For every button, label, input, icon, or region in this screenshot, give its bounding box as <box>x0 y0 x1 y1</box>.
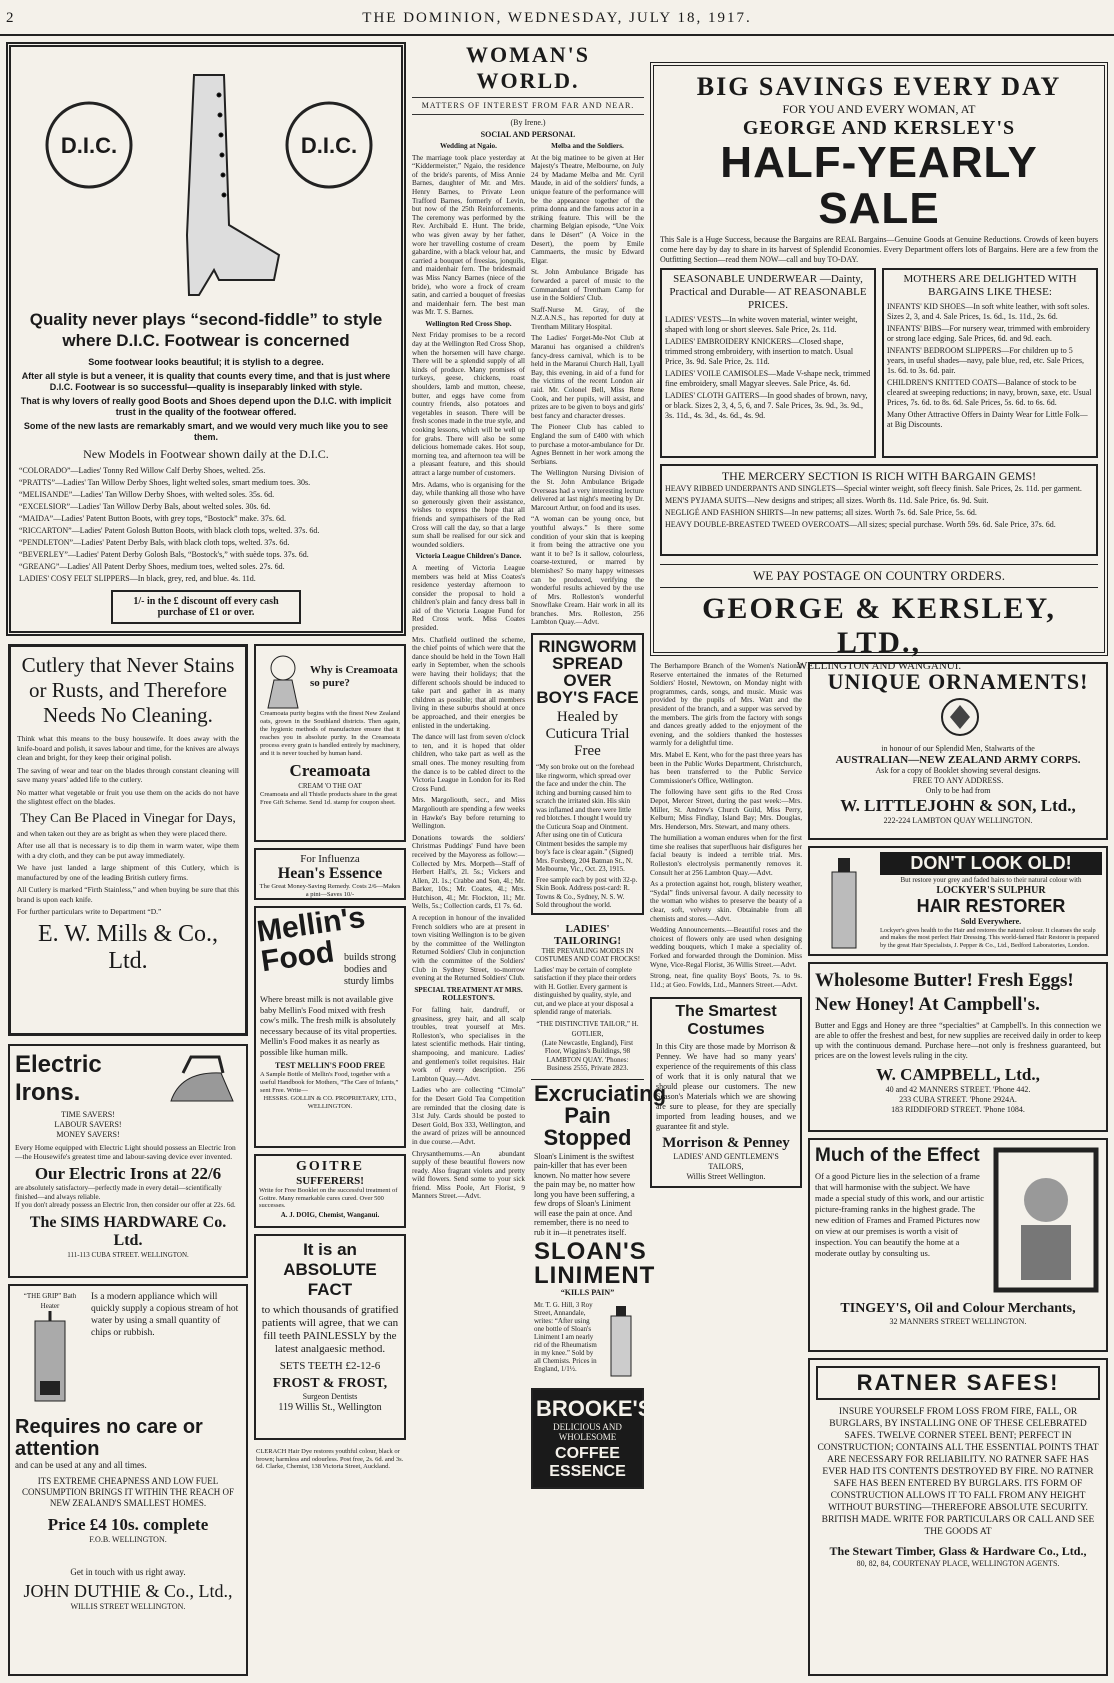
brookes-tagline: DELICIOUS AND WHOLESOME <box>553 1422 622 1443</box>
ww-col1-paragraph: Mrs. Adams, who is organising for the day, while thanking all those who have so generously given their assistance, wishes to express the hope that all friends and sympathisers of the Red Cross will call the day, so that a large sum shall be realised for our sick and wounded soldiers. <box>412 480 525 549</box>
column-misc-text <box>650 662 802 1676</box>
lockyer-advert <box>808 846 1108 956</box>
lockyer-product: HAIR RESTORER <box>916 896 1066 916</box>
creamoata-tagline: CREAM 'O THE OAT <box>298 782 362 790</box>
creamoata-illustration <box>260 650 306 710</box>
mellins-brand: Mellin's Food <box>254 900 368 979</box>
ww-col2-paragraph: Staff-Nurse M. Gray, of the N.Z.A.N.S., has reported for duty at Trentham Military Hospital. <box>531 305 644 331</box>
ratner-headline: RATNER SAFES! <box>816 1366 1100 1400</box>
sloans-testimonial: Mr. T. G. Hill, 3 Roy Street, Annandale, writes: “After using one bottle of Sloan's Liniment I am nearly rid of the Rheumatism in my knee.” Sold by all Chemists. Prices in England, 1/1½. <box>534 1301 597 1374</box>
duthie-price: Price £4 10s. complete <box>47 1515 209 1534</box>
womans-world-subtitle: MATTERS OF INTEREST FROM FAR AND NEAR. <box>421 101 635 110</box>
sloans-brand: SLOAN'S LINIMENT <box>534 1238 656 1290</box>
ww-col1-paragraph: The dance will last from seven o'clock to ten, and it is hoped that older children, who take part as well as the small ones. The money resulting from the dance is to be cabled direct to the Victoria League in London for its Red Cross Fund. <box>412 733 525 793</box>
dic-item: “GREANG”—Ladies' All Patent Derby Shoes, medium toes, welted soles. 27s. 6d. <box>19 562 285 571</box>
ww-col2-paragraph: Melba and the Soldiers. <box>551 142 624 150</box>
tingey-advert <box>808 1138 1108 1352</box>
gk-underwear-title: SEASONABLE UNDERWEAR —Dainty, Practical and Durable— AT REASONABLE PRICES. <box>669 273 867 311</box>
dic-advert <box>6 42 406 636</box>
creamoata-advert <box>254 644 406 842</box>
irons-saver1: TIME SAVERS! <box>61 1110 115 1119</box>
misc-p3: The following have sent gifts to the Red Cross Depot, Mercer Street, during the past week:—Mrs. Miller, St. Andrew's Church Guild, Miss Perry, Kelburn; Miss Findlay, Island Bay; Mrs. Douglas, Mrs. Henderson, Mrs. Stewart, and many others. <box>650 788 802 831</box>
dic-item: “RICCARTON”—Ladies' Patent Golosh Button Boots, with black cloth tops, welted. 37s. 6d. <box>19 526 320 535</box>
misc-p7: Strong, neat, fine quality Boys' Boots, 7s. to 9s. 11d.; at Geo. Fowlds, Ltd., Manners Street.—Advt. <box>650 972 802 989</box>
cutlery-p3: No matter what vegetable or fruit you use them on the acids do not have the slightest effect on the blades. <box>17 787 239 806</box>
gotlier-advert <box>531 920 644 1076</box>
ornaments-p2: Ask for a copy of Booklet showing several designs. <box>875 766 1041 775</box>
gk-firm: GEORGE & KERSLEY, LTD., <box>702 592 1056 659</box>
irons-address: 111-113 CUBA STREET. WELLINGTON. <box>67 1250 189 1259</box>
irons-p2: are absolutely satisfactory—perfectly made in every detail—scientifically finished—and always reliable. <box>15 1184 222 1201</box>
ornaments-address: 222-224 LAMBTON QUAY WELLINGTON. <box>883 816 1033 825</box>
dic-item: LADIES' COSY FELT SLIPPERS—In black, grey, red, and blue. 4s. 11d. <box>19 574 256 583</box>
irons-advert <box>8 1044 248 1278</box>
irons-price: Our Electric Irons at 22/6 <box>34 1164 222 1183</box>
creamoata-brand: Creamoata <box>289 761 371 780</box>
ww-col1-paragraph: A meeting of Victoria League members was held at Miss Coates's residence yesterday afternoon to consider the proposal to hold a children's plain and fancy dress ball in aid of the Victoria League Fund for Red Cross work. Miss Coates presided. <box>412 563 525 633</box>
frost-advert <box>254 1234 406 1440</box>
frost-price: SETS TEETH £2-12-6 <box>279 1360 381 1372</box>
duthie-fob: F.O.B. WELLINGTON. <box>89 1535 167 1544</box>
duthie-p3: ITS EXTREME CHEAPNESS AND LOW FUEL CONSUMPTION BRINGS IT WITHIN THE REACH OF NEW ZEALAND'S SMALLEST HOMES. <box>21 1476 234 1508</box>
gk-mothers-item: CHILDREN'S KNITTED COATS—Balance of stock to be cleared at sweeping reductions; in navy, brown, saxe, etc. Usual Prices, 7s. 6d. to 8s. 6d. Sale Prices, 5s. 6d. to 6s. 6d. <box>887 378 1092 407</box>
frost-subtitle: Surgeon Dentists <box>302 1392 358 1401</box>
costumes-firm: Morrison & Penney <box>662 1135 790 1152</box>
gk-underwear-list <box>665 315 871 421</box>
goitre-subheadline: SUFFERERS! <box>296 1175 364 1187</box>
misc-p6: Wedding Announcements.—Beautiful roses and the choicest of flowers only are used when designing wedding bouquets, which I make a speciality of. Forked and forwarded through the Dominion. Miss Wyne, Vice-Regal Florist, 36 Willis Street.—Advt. <box>650 926 802 969</box>
gk-subtitle: FOR YOU AND EVERY WOMAN, AT <box>782 102 976 116</box>
gk-mercery-list <box>665 484 1093 530</box>
campbell-address-line: 40 and 42 MANNERS STREET. 'Phone 442. <box>885 1085 1031 1094</box>
campbell-address-line: 233 CUBA STREET. 'Phone 2924A. <box>899 1095 1017 1104</box>
mellins-body: Where breast milk is not available give baby Mellin's Food mixed with fresh cow's milk. The fresh milk is absolutely necessary because of its vital properties. Mellin's Food makes it as nearly as possible like human milk. <box>260 994 397 1057</box>
ww-col1-paragraph: Ladies who are collecting “Cimola” for the Desert Gold Tea Competition are reminded that the closing date is 31st July. Cards should be posted to Desert Gold, Box 333, Wellington, and the award of prizes will be announced in due course.—Advt. <box>412 1086 525 1146</box>
cutlery-headline: Cutlery that Never Stains or Rusts, and Therefore Needs No Cleaning. <box>21 653 235 727</box>
ww-col1-paragraph: Mrs. Chatfield outlined the scheme, the chief points of which were that the dance should be held in the Town Hall early in September, when the schools were having their holidays; that the different schools should be induced to take part and gather in as many children as possible; that all members living in these suburbs should at once be approached, and their energies be enlisted in the undertaking. <box>412 635 525 730</box>
dic-p4: Some of the new lasts are remarkably smart, and we would very much like you to see them. <box>23 421 389 442</box>
irons-firm: The SIMS HARDWARE Co. Ltd. <box>29 1213 227 1249</box>
cutlery-p5: After use all that is necessary is to dip them in warm water, wipe them with a dry cloth, and they can be put away immediately. <box>17 841 239 860</box>
costumes-address: Willis Street Wellington. <box>686 1172 766 1182</box>
ornaments-p3: FREE TO ANY ADDRESS. <box>912 776 1004 785</box>
ringworm-headline: RINGWORM SPREAD OVER BOY'S FACE <box>536 637 639 708</box>
dic-item: “MAIDA”—Ladies' Patent Button Boots, with grey tops, “Bostock” make. 37s. 6d. <box>19 514 286 523</box>
ornaments-p1: in honour of our Splendid Men, Stalwarts of the <box>881 744 1035 753</box>
tingey-headline: Much of the Effect <box>815 1145 980 1166</box>
dic-logo-text-right: D.I.C. <box>300 133 358 158</box>
gk-underwear-item: LADIES' VESTS—In white woven material, winter weight, shaped with long or short sleeves. Sale Price, 2s. 11d. <box>665 315 858 334</box>
dic-item: “PENDLETON”—Ladies' Patent Derby Bals, with black cloth tops, welted. 37s. 6d. <box>19 538 290 547</box>
ww-col2-paragraph: The Ladies' Forget-Me-Not Club at Maranui has organised a children's fancy-dress carnival, which is to be held in the Maranui Church Hall, Lyall Bay, this evening, in aid of a fund for the victims of the recent London air raid. Mr. Colonel Bell, Miss Rene Cook, and her pupils, will assist, and prizes are to be given to boys and girls' best fancy and character dresses. <box>531 334 644 420</box>
tailor-headline: LADIES' TAILORING! <box>553 922 622 947</box>
costumes-subtitle: LADIES' AND GENTLEMEN'S TAILORS, <box>673 1152 779 1172</box>
bath-heater-label: “THE GRIP” Bath Heater <box>23 1292 77 1310</box>
irons-headline: Electric Irons. <box>15 1051 102 1106</box>
tailor-subheadline: THE PREVAILING MODES IN COSTUMES AND COAT FROCKS! <box>534 946 641 964</box>
sloans-advert <box>531 1079 667 1385</box>
cutlery-vinegar: They Can Be Placed in Vinegar for Days, <box>20 809 236 825</box>
ww-col1-paragraph: Next Friday promises to be a record day at the Wellington Red Cross Shop, when the horsemen will have charge. There will be a splendid supply of all kinds of produce. Many promises of turkeys, geese, chickens, roast shoulders, lamb and mutton, cheese, butter, and eggs have come from country friends, also potatoes and vegetables in season. There will be fresh scones made in the true style, and cooking lessons, which will be well up for grabs. There will also be some delicious homemade cakes. Hot soup, morning tea, and afternoon tea will be a pleasant feature, and this should attract a large number of customers. <box>412 331 525 477</box>
gk-underwear-item: LADIES' EMBROIDERY KNICKERS—Closed shape, trimmed strong embroidery, with insertion to match. Usual Price, 3s. 9d. Sale Price, 2s. 11d. <box>665 337 854 366</box>
creamoata-question: Why is Creamoata so pure? <box>310 664 398 689</box>
womans-world-column <box>412 42 667 1676</box>
tailor-body: Ladies' may be certain of complete satisfaction if they place their orders with H. Gotlier. Every garment is distinguished by quality, style, and cut, and we place at your disposal a splendid range of materials. <box>534 965 637 1017</box>
campbell-advert <box>808 962 1108 1132</box>
duthie-firm: JOHN DUTHIE & Co., Ltd., <box>23 1581 233 1601</box>
dic-item: “PRATTS”—Ladies' Tan Willow Derby Shoes, light welted soles, smart medium toes. 30s. <box>19 478 311 487</box>
brookes-advert <box>531 1388 653 1489</box>
lockyer-headline: DON'T LOOK OLD! <box>880 852 1102 875</box>
goitre-advert <box>254 1154 406 1228</box>
gk-mercery-title: THE MERCERY SECTION IS RICH WITH BARGAIN GEMS! <box>721 469 1037 483</box>
goitre-agent: A. J. DOIG, Chemist, Wanganui. <box>280 1210 380 1219</box>
gk-name: GEORGE AND KERSLEY'S <box>742 117 1016 139</box>
gk-mercery-item: HEAVY RIBBED UNDERPANTS AND SINGLETS—Special winter weight, soft fleecy finish. Sale Prices, 2s. 11d. per garment. <box>665 484 1082 493</box>
lockyer-sold: Sold Everywhere. <box>960 917 1022 926</box>
duthie-p2: and can be used at any and all times. <box>15 1460 147 1470</box>
cutlery-p6: We have just landed a large shipment of this Cutlery, which is manufactured by one of the leading British cutlery firms. <box>17 863 239 882</box>
womans-world-byline: (By Irene.) <box>510 118 546 127</box>
ringworm-free-offer: Free sample each by post with 32-p. Skin Book. Address post-card: R. Towns & Co., Sydney, N. S. W. Sold throughout the world. <box>536 875 638 910</box>
mellins-free: TEST MELLIN'S FOOD FREE <box>275 1061 385 1070</box>
ww-col2-paragraph: The Pioneer Club has cabled to England the sum of £400 with which to purchase a motor-ambulance for Dr. Agnes Bennett in her work among the Serbians. <box>531 423 644 466</box>
dic-logo-text-left: D.I.C. <box>60 133 118 158</box>
tingey-address: 32 MANNERS STREET WELLINGTON. <box>889 1317 1027 1326</box>
costumes-headline: The Smartest Costumes <box>675 1003 777 1039</box>
social-section-heading: SOCIAL AND PERSONAL <box>480 130 576 139</box>
cuticura-advert <box>531 633 644 915</box>
masthead <box>0 0 1114 36</box>
campbell-addresses <box>815 1085 1101 1115</box>
dic-p2: After all style is but a veneer, it is quality that counts every time, and that is just where D.I.C. Footwear is so successful—quality is inseparably linked with style. <box>21 371 391 392</box>
womans-world-col1 <box>412 142 525 1489</box>
cutlery-p7: All Cutlery is marked “Firth Stainless,” and when buying be sure that this brand is upon each knife. <box>17 885 239 904</box>
gk-underwear-section <box>660 268 876 458</box>
boot-shape <box>187 75 279 295</box>
george-kersley-advert <box>650 62 1108 672</box>
dic-item: “MELISANDE”—Ladies' Tan Willow Derby Shoes, with welted soles. 35s. 6d. <box>19 490 275 499</box>
sloans-headline: Excruciating Pain Stopped <box>534 1080 667 1150</box>
ww-col1-paragraph: The marriage took place yesterday at “Kiddermeister,” Ngaio, the residence of the bride's parents, of Miss Annie Barnes, daughter of Mr. and Mrs. Henry Barnes, to Private Leon Trafford Barnes, formerly of Levin, but now of the 25th Reinforcements. The ceremony was performed by the Rev. Archibald E. Hunt. The bride, who was given away by her father, wore her travelling costume of cream gabardine, with a black velour hat, and carried a bouquet of freesias, jonquils, and maidenhair fern. The bridesmaid was Miss Nancy Barnes (niece of the bride), who wore a frock of cream satin, and carried a bouquet of freesias and maidenhair fern. The best man was Mr. T. S. Barnes. <box>412 153 525 317</box>
gk-mothers-section <box>882 268 1098 458</box>
ww-col1-paragraph: Donations towards the soldiers' Christmas Puddings' Fund have been received by the Mayoress as follow:—Collected by Mrs. Morpeth—Staff of Herbert Hall's, 2l. 5s.; Vickers and Allen, 2l. 1s.; Crabbe and Son, 4l.; Mr. Barker, 10s.; Mr. Coates, 4l.; Mrs. Hutchison, 4l.; Mr. Flockton, 1l.; Mr. Wells, 5s.; Collection cards, £1 7s. 6d. <box>412 833 525 911</box>
cutlery-firm: E. W. Mills & Co., Ltd. <box>37 920 219 974</box>
gk-mercery-item: HEAVY DOUBLE-BREASTED TWEED OVERCOATS—All sizes; special purchase. Worth 59s. 6d. Sale Price, 37s. 6d. <box>665 520 1056 529</box>
ornaments-p4: Only to be had from <box>925 786 991 795</box>
gk-postage: WE PAY POSTAGE ON COUNTRY ORDERS. <box>660 564 1098 588</box>
lockyer-body: Lockyer's gives health to the Hair and restores the natural colour. It cleanses the scalp and makes the most perfect Hair Dressing. This world-famed Hair Restorer is prepared by the great Hair Specialists, J. Pepper & Co., Ltd., Bedford Laboratories, London. <box>880 927 1099 949</box>
ww-col1-paragraph: Mrs. Margoliouth, secr., and Miss Margoliouth are spending a few weeks in Hawke's Bay before returning to Wellington. <box>412 796 525 831</box>
ww-col1-paragraph: Wedding at Ngaio. <box>440 142 497 150</box>
picture-frame-illustration <box>991 1145 1101 1295</box>
lockyer-p1: But restore your grey and faded hairs to their natural colour with <box>900 876 1082 884</box>
gk-mercery-item: NEGLIGÉ AND FASHION SHIRTS—In new patterns; all sizes. Worth 7s. 6d. Sale Price, 5s. 6d. <box>665 508 977 517</box>
gk-mothers-title: MOTHERS ARE DELIGHTED WITH BARGAINS LIKE THESE: <box>903 273 1077 298</box>
boot-illustration <box>19 55 399 305</box>
dic-headline: Quality never plays “second-fiddle” to style where D.I.C. Footwear is concerned <box>29 310 383 350</box>
goitre-headline: GOITRE <box>295 1159 364 1174</box>
frost-body: to which thousands of gratified patients will agree, that we can fill teeth PAINLESSLY by the latest analgaesic method. <box>261 1304 399 1355</box>
sloans-body: Sloan's Liniment is the swiftest pain-killer that has ever been known. No matter how severe the pain may be, no matter how long you have been suffering, a few drops of Sloan's Liniment will ease the pain at once. And remember, there is no need to rub it in—it penetrates itself. <box>534 1151 636 1237</box>
gk-underwear-item: LADIES' VOILE CAMISOLES—Made V-shape neck, trimmed fine embroidery, small Magyar sleeves. Sale Price, 4s. 6d. <box>665 369 871 388</box>
bath-heater-illustration <box>15 1311 85 1407</box>
cutlery-p1: Think what this means to the busy housewife. It does away with the knife-board and polish, it saves labour and time, for the knives are always clean and bright, for they keep their original polish. <box>17 734 239 762</box>
gk-mothers-item: INFANTS' BEDROOM SLIPPERS—For children up to 5 years, in useful shades—navy, pale blue, red, etc. Sale Prices, 1s. 6d. to 3s. 6d. pair. <box>887 346 1084 375</box>
creamoata-footer: Creamoata and all Thistle products share in the great Free Gift Scheme. Send 1d. stamp for coupon sheet. <box>260 791 398 806</box>
gk-mothers-list <box>887 302 1093 430</box>
ww-col1-paragraph: For falling hair, dandruff, or greasiness, grey hair, and all scalp troubles, treat yourself at Mrs. Rolleston's, who specialises in the latest scientific methods. Hair tinting, shampooing, and manicure. Ladies' and gentlemen's toilet requisites. Hair work of every description. 256 Lambton Quay.—Advt. <box>412 1006 525 1083</box>
heans-advert <box>254 848 406 900</box>
ww-col1-paragraph: SPECIAL TREATMENT AT MRS. ROLLESTON'S. <box>414 985 523 1003</box>
page-number: 2 <box>6 10 16 26</box>
mellins-offer: A Sample Bottle of Mellin's Food, together with a useful Handbook for Mothers, “The Care of Infants,” sent Free. Write— <box>260 1071 399 1094</box>
ww-col1-paragraph: Chrysanthemums.—An abundant supply of these beautiful flowers now ready. Also fragrant violets and pretty wild flowers. Send some to your sick friend. Miss Poole, Art Florist, 9 Manners Street.—Advt. <box>412 1149 525 1201</box>
dic-illustration <box>19 55 393 305</box>
ratner-address: 80, 82, 84, COURTENAY PLACE, WELLINGTON AGENTS. <box>856 1559 1060 1568</box>
creamoata-body: Creamoata purity begins with the finest New Zealand oats, grown in the Southland districts. Then again, the hygienic methods of manufacture ensure that it reaches you in absolute purity. In the Creamoata process every grain is handled entirely by machinery, and it is never touched by human hand. <box>260 710 400 757</box>
clerach-body: CLERACH Hair Dye restores youthful colour, black or brown; harmless and odourless. Post free, 2s. 6d. and 3s. 6d. Clarke, Chemist, 138 Victoria Street, Auckland. <box>256 1448 404 1470</box>
gk-sale: HALF-YEARLY SALE <box>720 138 1038 233</box>
heans-headline: For Influenza <box>300 853 360 865</box>
frost-address: 119 Willis St., Wellington <box>278 1402 382 1413</box>
gk-mothers-item: INFANTS' BIBS—For nursery wear, trimmed with embroidery or strong lace edging. Sale Prices, 6d. and 9d. each. <box>887 324 1090 343</box>
cutlery-p2: The saving of wear and tear on the blades through constant cleaning will save many years' added life to the cutlery. <box>17 765 239 784</box>
frost-headline: It is an ABSOLUTE FACT <box>283 1240 377 1299</box>
heans-brand: Hean's Essence <box>277 865 383 882</box>
ww-col2-paragraph: St. John Ambulance Brigade has forwarded a parcel of music to the Commandant of Trentham Camp for use in the Soldiers' Club. <box>531 268 644 303</box>
lockyer-brand: LOCKYER'S SULPHUR <box>936 885 1046 896</box>
gk-mercery-section <box>660 464 1098 556</box>
tailor-address: (Late Newcastle, England), First Floor, Wiggins's Buildings, 98 LAMBTON QUAY. 'Phones: Business 2555, Private 2823. <box>541 1038 634 1073</box>
irons-saver2: LABOUR SAVERS! <box>54 1120 122 1129</box>
cutlery-p8: For further particulars write to Department “D.” <box>17 907 162 916</box>
dic-item: “EXCELSIOR”—Ladies' Tan Willow Derby Bals, about welted soles. 30s. 6d. <box>19 502 271 511</box>
gk-mercery-item: MEN'S PYJAMA SUITS—New designs and stripes; all sizes. Worth 8s. 11d. Sale Price, 6s. 9d. Suit. <box>665 496 989 505</box>
dic-item: “BEVERLEY”—Ladies' Patent Derby Golosh Bals, “Bostock's,” with suède tops. 37s. 6d. <box>19 550 309 559</box>
lockyer-bottle-icon <box>814 852 874 952</box>
mellins-tagline: builds strong bodies and sturdy limbs <box>344 952 396 987</box>
duthie-body: Is a modern appliance which will quickly supply a copious stream of hot water by using a small quantity of chips or rubbish. <box>91 1292 239 1338</box>
goitre-body: Write for Free Booklet on the successful treatment of Goitre. Many remarkable cures cured. Over 500 successes. <box>259 1187 398 1209</box>
campbell-firm: W. CAMPBELL, Ltd., <box>876 1065 1040 1084</box>
ringworm-body: “My son broke out on the forehead like ringworm, which spread over the face and under the chin. The itching and burning caused him to scratch the irritated skin. His skin was inflamed and there were little red blotches. I thought I would try the Cuticura Soap and Ointment. After using one tin of Cuticura Ointment besides the sample my boy's face is clear again.” (Signed) Mrs. Forsberg, 204 Batman St., N. Melbourne, Vic., Oct. 23, 1915. <box>536 763 634 874</box>
littlejohn-advert <box>808 662 1108 840</box>
irons-p3: If you don't already possess an Electric Iron, then consider our offer at 22s. 6d. <box>15 1201 236 1209</box>
misc-p2: Mrs. Mabel E. Kent, who for the past three years has been in the Public Works Department, Christchurch, has been transferred to the Public Service Commissioner's Office, Wellington. <box>650 750 802 785</box>
ratner-body: INSURE YOURSELF FROM LOSS FROM FIRE, FALL, OR BURGLARS, BY INSTALLING ONE OF THESE CELEBRATED SAFES. TWELVE CORNER STEEL BENT; PERFECT IN CONSTRUCTION; CONTAINS ALL THE ESSENTIAL POINTS THAT ARE NECESSARY FOR RELIABILITY. NO RATNER SAFE HAS EVER HAD ITS CONTENTS DESTROYED BY FIRE. NO RATNER SAFE HAS BEEN ENTERED BY BURGLARS. ITS FORM OF CONSTRUCTION ALLOWS IT TO FALL FROM ANY HEIGHT WITHOUT BURSTING—THEREFORE ABSOLUTE SECURITY. BRITISH MADE. WRITE FOR PARTICULARS OR CALL AND SEE THE GOODS AT <box>817 1407 1099 1537</box>
ww-col1-paragraph: Victoria League Children's Dance. <box>415 552 522 561</box>
dic-p1: Some footwear looks beautiful; it is stylish to a degree. <box>88 357 324 367</box>
duthie-touch: Get in touch with us right away. <box>70 1567 186 1577</box>
cutlery-p4: and when taken out they are as bright as when they were placed there. <box>17 828 227 838</box>
mellins-advert <box>254 900 406 1148</box>
tailor-signature: “THE DISTINCTIVE TAILOR,” H. GOTLIER, <box>536 1019 639 1038</box>
iron-icon <box>161 1051 241 1115</box>
costumes-advert <box>650 997 802 1188</box>
brookes-brand: BROOKE'S <box>536 1396 653 1422</box>
irons-body: Every Home equipped with Electric Light should possess an Electric Iron—the Housewife's greatest time and labour-saving device ever invented. <box>15 1143 236 1161</box>
tingey-firm: TINGEY'S, Oil and Colour Merchants, <box>840 1301 1076 1316</box>
ratner-advert <box>808 1358 1108 1676</box>
gk-intro: This Sale is a Huge Success, because the Bargains are REAL Bargains—Genuine Goods at Genuine Reductions. Crowds of keen buyers come here day by day to share in its harvest of Splendid Economies. Every Department offers lots of Bargains. Here are a few from the Outfitting Section—read them NOW—call and buy TO-DAY. <box>660 235 1098 264</box>
gk-underwear-item: LADIES' CLOTH GAITERS—In good shades of brown, navy, or black. Sizes 2, 3, 4, 5, 6, and 7. Sale Prices, 3s. 9d., 3s. 9d., 3s. 11d., 4s. 3d., 4s. 6d., 4s. 9d. <box>665 391 868 420</box>
ringworm-subheadline: Healed by Cuticura Trial Free <box>545 709 630 760</box>
heans-footer: The Great Money-Saving Remedy. Costs 2/6—Makes a pint—Saves 10/- <box>259 883 401 898</box>
cutlery-advert <box>8 644 248 1036</box>
dic-subheading: New Models in Footwear shown daily at the D.I.C. <box>83 447 329 461</box>
ww-col2-paragraph: At the big matinee to be given at Her Majesty's Theatre, Melbourne, on July 24 by Madame Melba and Mr. Cyril Maude, in aid of the soldiers' funds, a unique feature of the performance will be the appearance together of the prima donna and the famous actor in a striking feature. This will be the charming Belgian episode, “Une Voix dans le Désert” (A Voice in the Desert), the poem by Emile Cammaerts, the music by Edward Elgar. <box>531 153 644 265</box>
ratner-firm: The Stewart Timber, Glass & Hardware Co., Ltd., <box>829 1544 1087 1558</box>
brookes-product: COFFEE ESSENCE <box>549 1445 626 1481</box>
gk-title: BIG SAVINGS EVERY DAY <box>696 72 1062 101</box>
frost-firm: FROST & FROST, <box>272 1376 388 1391</box>
irons-saver3: MONEY SAVERS! <box>56 1130 120 1139</box>
campbell-body: Butter and Eggs and Honey are three “specialties” at Campbell's. In this connection we are able to offer the freshest and best, for new supplies are received daily in order to keep up with the continuous demand. Purchase here—not only is freshness guaranteed, but prices are on the lowest levels ruling in the city. <box>815 1021 1101 1060</box>
tingey-body: Of a good Picture lies in the selection of a frame that will harmonise with the subject. We have made a special study of this work, and our artistic picture-framing ranks in the highest grade. The new edition of Frames and Framed Pictures now on view at our premises is worth a visit of inspection. You can beautify the home at a moderate outlay by consulting us. <box>815 1171 985 1258</box>
ornaments-headline: UNIQUE ORNAMENTS! <box>827 669 1089 694</box>
costumes-body: In this City are those made by Morrison & Penney. We have had so many years' experience of the requirements of this class of work that it is only natural that we should please our customers. The new Season's Materials which we are showing are sure to please, for they are specially imported from leading houses, and we guarantee fit and style. <box>656 1042 796 1132</box>
campbell-address-line: 183 RIDDIFORD STREET. 'Phone 1084. <box>891 1105 1025 1114</box>
misc-p5: As a protection against hot, rough, blistery weather, “Sydal” finds universal favour. A daily necessity to the woman who wishes to preserve the beauty of a clear, soft, velvety skin. Obtainable from all chemists and stores.—Advt. <box>650 880 802 923</box>
ornaments-firm: W. LITTLEJOHN & SON, Ltd., <box>840 796 1076 815</box>
duthie-advert <box>8 1284 248 1676</box>
mellins-agent: HESSRS. GOLLIN & CO. PROPRIETARY, LTD., WELLINGTON. <box>263 1095 397 1110</box>
campbell-headline: Wholesome Butter! Fresh Eggs! New Honey! At Campbell's. <box>815 970 1074 1015</box>
misc-p4: The humiliation a woman endures when for the first time she realises that superfluous hair disfigures her facial beauty is indeed a terrible trial. Mrs. Rolleston's electrolysis permanently removes it. Consult her at 256 Lambton Quay.—Advt. <box>650 834 802 877</box>
womans-world-title: WOMAN'S WORLD. <box>466 42 590 93</box>
dic-price-list <box>19 466 393 584</box>
clerach-advert <box>254 1446 406 1486</box>
dic-p3: That is why lovers of really good Boots and Shoes depend upon the D.I.C. with implicit trust in the quality of the footwear offered. <box>20 396 392 417</box>
masthead-title: THE DOMINION, WEDNESDAY, JULY 18, 1917. <box>362 10 752 26</box>
duthie-headline: Requires no care or attention <box>15 1416 203 1460</box>
gk-locations: WELLINGTON AND WANGANUI. <box>796 660 962 672</box>
sloans-tagline: “KILLS PAIN” <box>560 1288 615 1298</box>
ornaments-corps: AUSTRALIAN—NEW ZEALAND ARMY CORPS. <box>835 754 1081 766</box>
gk-mothers-item: INFANTS' KID SHOES—In soft white leather, with soft soles. Sizes 2, 3, and 4. Sale Prices, 1s. 6d., 1s. 11d., 2s. 6d. <box>887 302 1090 321</box>
misc-p1: The Berhampore Branch of the Women's National Reserve entertained the inmates of the Returned Soldiers' Hostel, Newtown, on Monday night with programmes, cards, songs, and music. Music was provided by the pupils of Mrs. Watt and the president of the branch, and a supper was served by the members. The girls from the factory with songs and dances greatly added to the enjoyment of the evening, and the soldiers thanked the hostesses warmly for a delightful time. <box>650 662 802 748</box>
ww-col2-paragraph: “A woman can be young once, but youthful always.” Is there some condition of your skin that is keeping it from being the attractive one you want it to be? Is it sallow, colourless, coarse-textured, or marred by blemishes? So many happy witnesses can be produced, verifying the wonderful results achieved by the use of Mrs. Rolleston's wonderful Snowflake Cream. Hair work in all its branches. Mrs. Rolleston, 256 Lambton Quay.—Advt. <box>531 515 644 627</box>
ww-col1-paragraph: A reception in honour of the invalided French soldiers who are at present in town visiting Wellington is to be given by the committee of the Wellington Returned Soldiers' Club in conjunction with the committee of the Soldiers' Club in Sydney Street, to-morrow evening at the Returned Soldiers' Club. <box>412 914 525 983</box>
dic-item: “COLORADO”—Ladies' Tonny Red Willow Calf Derby Shoes, welted. 25s. <box>19 466 266 475</box>
badge-illustration <box>815 695 1105 739</box>
ww-col1-paragraph: Wellington Red Cross Shop. <box>425 319 512 328</box>
duthie-address: WILLIS STREET WELLINGTON. <box>70 1602 186 1611</box>
womans-world-col2 <box>531 142 644 627</box>
dic-discount-box: 1/- in the £ discount off every cash purchase of £1 or over. <box>111 590 301 624</box>
ww-col2-paragraph: The Wellington Nursing Division of the St. John Ambulance Brigade Overseas had a very interesting lecture delivered at last night's meeting by Dr. Marcourt Arthur, on food and its uses. <box>531 469 644 512</box>
sloans-bottle-icon <box>601 1301 641 1381</box>
gk-mothers-item: Many Other Attractive Offers in Dainty Wear for Little Folk—at Big Discounts. <box>887 410 1088 429</box>
